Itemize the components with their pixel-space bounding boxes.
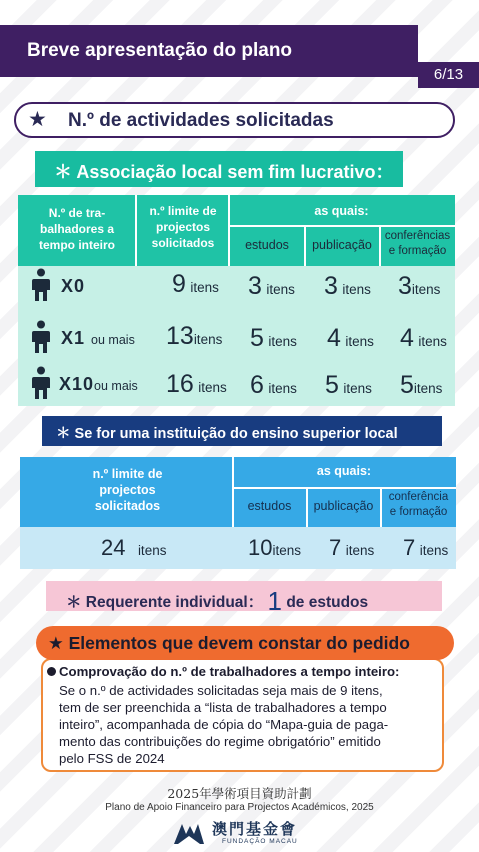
workers-count: X10ou mais [59,374,138,394]
page-number: 6/13 [418,62,479,88]
header-limit: n.º limite de projectos solicitados [92,467,163,513]
header-publication: publicação [313,499,374,513]
header-workers: N.º de tra- balhadores a tempo inteiro [38,206,115,252]
individual-text: ＊ Requerente individual： 1 de estudos [66,586,369,616]
table-divider [135,195,137,266]
person-icon [32,268,50,307]
header-conferences: conferências e formação [384,230,451,257]
requirement-line: Se o n.º de actividades solicitadas seja mais de 9 itens, [59,683,383,698]
header-of-which: as quais: [316,464,372,478]
section-title: N.º de actividades solicitadas [68,110,334,131]
person-icon [32,366,50,405]
table-divider [232,487,456,489]
foundation-name-cn: 澳門基金會 [212,820,298,838]
requirement-line: pelo FSS de 2024 [59,751,165,766]
conferences-value: 4 itens [400,324,447,352]
higher-ed-banner-text: ＊ Se for uma instituição do ensino superior local [56,426,398,442]
limit-value: 13itens [166,322,223,350]
table-divider [228,225,455,227]
publication-value: 5 itens [325,371,372,399]
studies-value: 3 itens [248,272,295,300]
header-of-which: as quais: [314,204,369,218]
header-conference: conferência e formação [388,491,449,518]
studies-value: 6 itens [250,371,297,399]
requirement-item-title: Comprovação do n.º de trabalhadores a tempo inteiro: [59,664,400,679]
higher-ed-table-body [20,527,456,569]
header-limit: n.º limite de projectos solicitados [149,204,217,250]
requirement-line: mento das contribuições do regime obrigatório” emitido [59,734,381,749]
association-banner-text: ＊ Associação local sem fim lucrativo： [54,162,394,182]
plan-title-cn: 2025年學術項目資助計劃 [167,786,312,801]
person-icon [32,320,50,359]
header-publication: publicação [312,238,372,252]
publication-value: 3 itens [324,272,371,300]
studies-value: 5 itens [250,324,297,352]
plan-title-pt: Plano de Apoio Financeiro para Projectos Académicos, 2025 [105,802,374,813]
limit-value: 24 itens [101,535,167,560]
publication-value: 4 itens [327,324,374,352]
conferences-value: 3itens [398,272,441,300]
star-icon: ★ [48,633,64,653]
workers-count: X1 ou mais [61,328,135,348]
conferences-value: 5itens [400,371,443,399]
conference-value: 7 itens [403,535,449,560]
header-studies: estudos [247,499,292,513]
foundation-name-pt: FUNDAÇÃO MACAU [222,838,298,845]
limit-value: 16 itens [166,370,227,398]
foundation-logo-icon [172,818,206,851]
bullet-icon [47,667,56,676]
individual-count: 1 [267,586,283,616]
studies-value: 10itens [248,535,302,560]
publication-value: 7 itens [329,535,375,560]
requirement-line: inteiro”, acompanhada de cópia do “Mapa-guia de paga- [59,717,389,732]
limit-value: 9 itens [172,270,219,298]
workers-count: X0 [61,276,86,296]
requirement-line: tem de ser preenchida a “lista de trabalhadores a tempo [59,700,387,715]
header-studies: estudos [245,238,289,252]
requirements-title: ★ Elementos que devem constar do pedido [48,633,410,653]
page-title: Breve apresentação do plano [27,40,293,61]
star-icon: ★ [28,108,47,131]
